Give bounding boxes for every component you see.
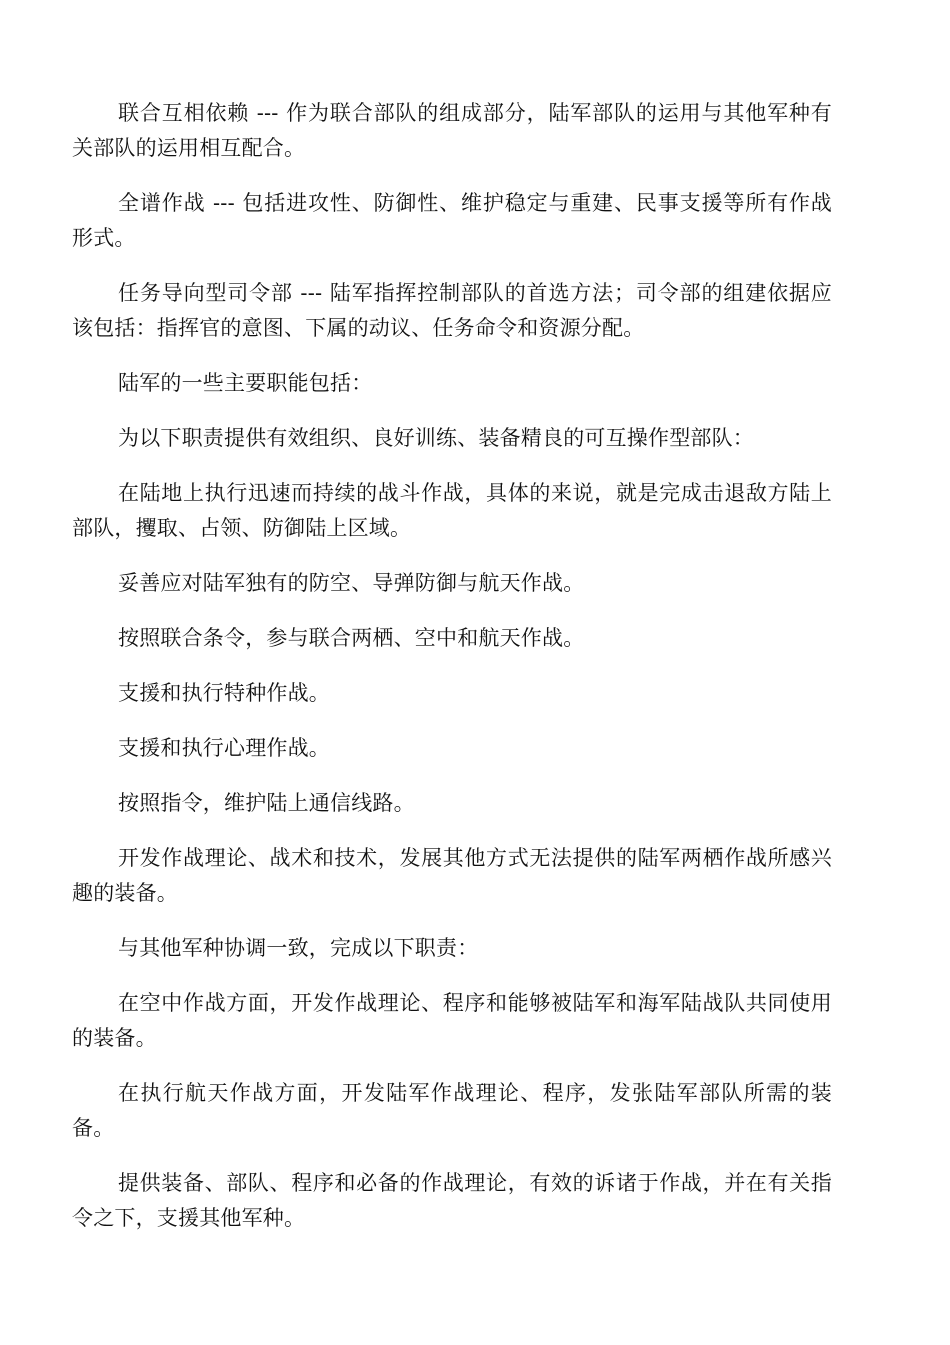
paragraph-joint-interdependence: 联合互相依赖 --- 作为联合部队的组成部分，陆军部队的运用与其他军种有关部队的运用相互配合。 [72, 101, 832, 160]
paragraph-mission-command: 任务导向型司令部 --- 陆军指挥控制部队的首选方法；司令部的组建依据应该包括：指挥官的意图、下属的动议、任务命令和资源分配。 [72, 281, 832, 340]
paragraph-full-spectrum-operations: 全谱作战 --- 包括进攻性、防御性、维护稳定与重建、民事支援等所有作战形式。 [72, 191, 832, 250]
paragraph-develop-doctrine: 开发作战理论、战术和技术，发展其他方式无法提供的陆军两栖作战所感兴趣的装备。 [72, 846, 832, 905]
paragraph-psychological-operations: 支援和执行心理作战。 [118, 736, 330, 760]
paragraph-provide-forces: 为以下职责提供有效组织、良好训练、装备精良的可互操作型部队： [118, 426, 754, 450]
paragraph-communication-lines: 按照指令，维护陆上通信线路。 [118, 791, 415, 815]
paragraph-joint-amphibious: 按照联合条令，参与联合两栖、空中和航天作战。 [118, 626, 585, 650]
paragraph-air-missile-space: 妥善应对陆军独有的防空、导弹防御与航天作战。 [118, 571, 585, 595]
paragraph-army-functions-intro: 陆军的一些主要职能包括： [118, 371, 373, 395]
paragraph-air-operations: 在空中作战方面，开发作战理论、程序和能够被陆军和海军陆战队共同使用的装备。 [72, 991, 832, 1050]
paragraph-support-other-services: 提供装备、部队、程序和必备的作战理论，有效的诉诸于作战，并在有关指令之下，支援其他军种。 [72, 1171, 832, 1230]
document-body [72, 96, 832, 1256]
paragraph-coordinate-services: 与其他军种协调一致，完成以下职责： [118, 936, 479, 960]
paragraph-land-combat: 在陆地上执行迅速而持续的战斗作战，具体的来说，就是完成击退敌方陆上部队，攫取、占领、防御陆上区域。 [72, 481, 832, 540]
paragraph-special-operations: 支援和执行特种作战。 [118, 681, 330, 705]
paragraph-space-operations: 在执行航天作战方面，开发陆军作战理论、程序，发张陆军部队所需的装备。 [72, 1081, 832, 1140]
